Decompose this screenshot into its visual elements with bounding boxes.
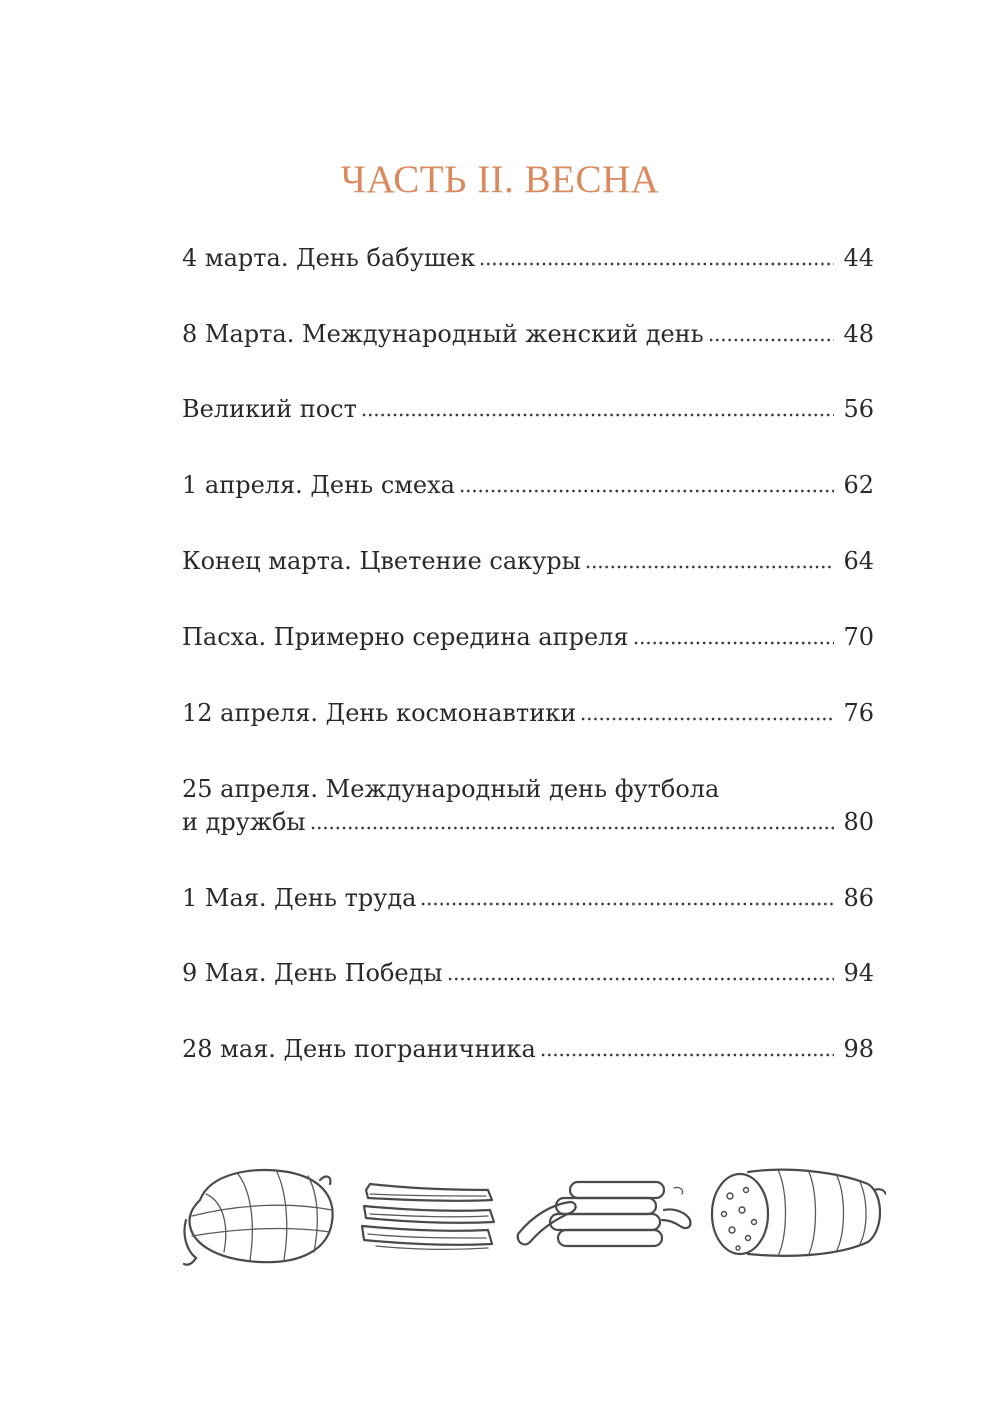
meat-illustrations <box>180 1160 886 1270</box>
toc-entry-page: 80 <box>843 808 874 836</box>
toc-entry[interactable] <box>182 469 874 502</box>
toc-entry-title: 1 Мая. День труда <box>182 884 417 912</box>
toc-entry[interactable] <box>182 318 874 351</box>
toc-entry-title: 12 апреля. День космонавтики <box>182 699 577 727</box>
toc-entry-title: 4 марта. День бабушек <box>182 244 476 272</box>
toc-entry-title: 28 мая. День пограничника <box>182 1035 536 1063</box>
toc-entry-title: Великий пост <box>182 395 357 423</box>
dot-leader <box>585 565 834 569</box>
toc-entry-page: 94 <box>843 959 874 987</box>
toc-entry-page: 56 <box>843 395 874 423</box>
toc-entry-page: 48 <box>843 320 874 348</box>
toc-entry-title: Пасха. Примерно середина апреля <box>182 623 629 651</box>
toc-entry[interactable] <box>182 773 874 839</box>
dot-leader <box>361 413 834 417</box>
toc-entry-title: 8 Марта. Международный женский день <box>182 320 704 348</box>
toc-entry[interactable] <box>182 957 874 990</box>
tied-ham-icon <box>180 1160 340 1268</box>
toc-entry-title: Конец марта. Цветение сакуры <box>182 547 581 575</box>
dot-leader <box>310 826 834 830</box>
dot-leader <box>459 489 834 493</box>
toc-entry-page: 98 <box>843 1035 874 1063</box>
toc-entry-page: 64 <box>843 547 874 575</box>
toc-entry[interactable] <box>182 1033 874 1066</box>
dot-leader <box>708 338 834 342</box>
bacon-slices-icon <box>356 1160 500 1268</box>
dot-leader <box>479 262 834 266</box>
dot-leader <box>633 641 834 645</box>
toc-entry[interactable] <box>182 697 874 730</box>
toc-entry-page: 62 <box>843 471 874 499</box>
toc-entry-title: 1 апреля. День смеха <box>182 471 455 499</box>
dot-leader <box>420 902 834 906</box>
toc-entry-title-line2: и дружбы <box>182 808 306 836</box>
salami-icon <box>708 1160 886 1268</box>
toc-entry[interactable] <box>182 242 874 275</box>
toc-entry-page: 70 <box>843 623 874 651</box>
toc-entry[interactable] <box>182 882 874 915</box>
section-heading: ЧАСТЬ II. ВЕСНА <box>340 158 660 201</box>
toc-entry[interactable] <box>182 393 874 426</box>
toc-entry-page: 76 <box>843 699 874 727</box>
toc-entry-page: 44 <box>843 244 874 272</box>
toc-entry[interactable] <box>182 545 874 578</box>
toc-entry-title-line1: 25 апреля. Международный день футбола <box>182 775 720 803</box>
dot-leader <box>580 717 834 721</box>
dot-leader <box>540 1053 834 1057</box>
toc-entry[interactable] <box>182 621 874 654</box>
sausages-icon <box>514 1160 694 1268</box>
toc-entry-page: 86 <box>843 884 874 912</box>
toc-entry-title: 9 Мая. День Победы <box>182 959 443 987</box>
dot-leader <box>447 977 835 981</box>
